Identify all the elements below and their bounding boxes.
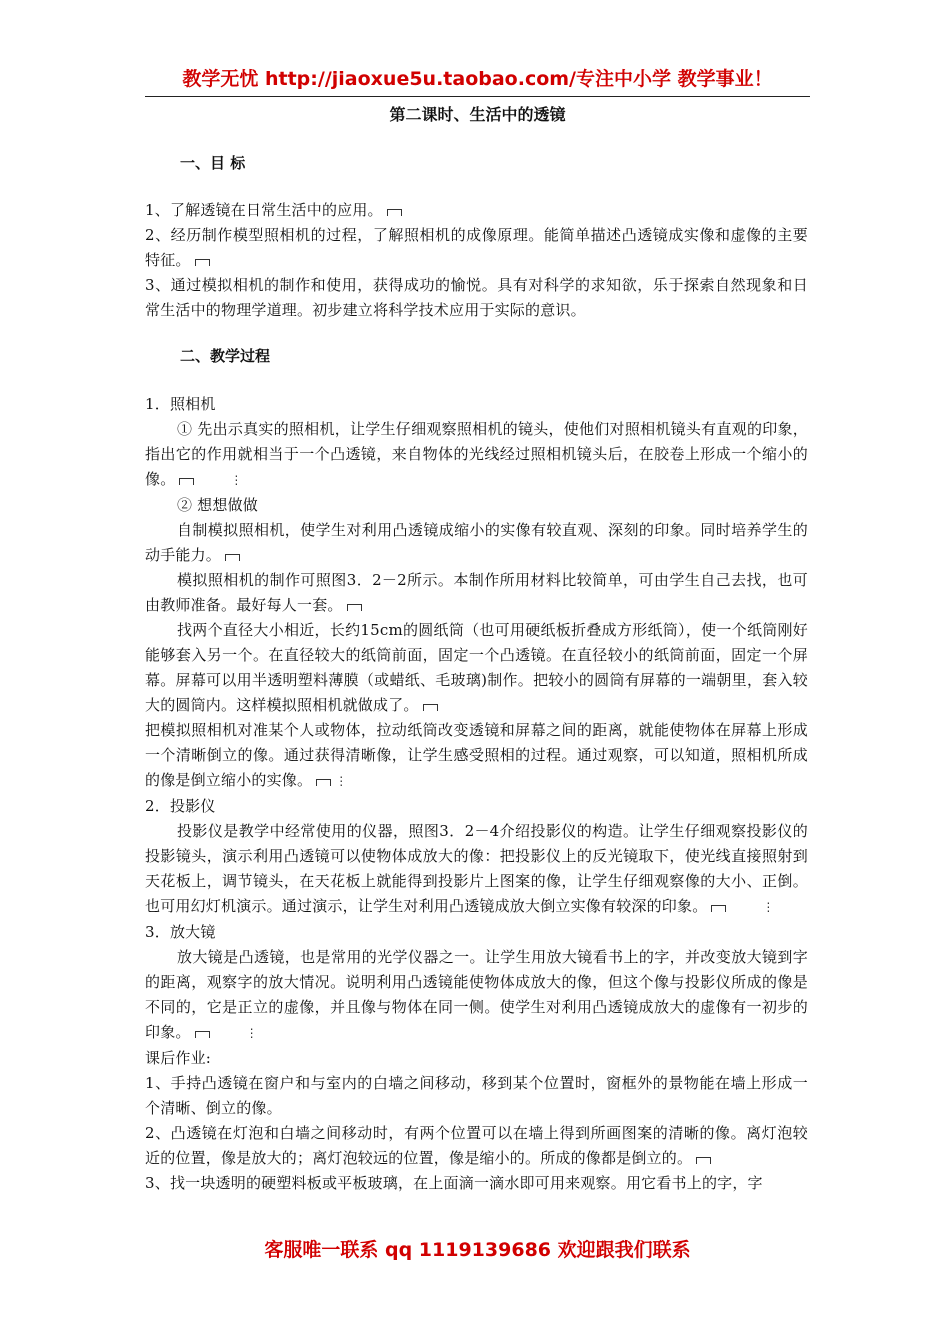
return-mark-icon: [696, 1157, 711, 1164]
paragraph: ② 想想做做: [177, 496, 258, 514]
header-rule: [145, 96, 810, 97]
subheading-projector: 2．投影仪: [145, 797, 216, 815]
paragraph: 模拟照相机的制作可照图3．2－2所示。本制作所用材料比较简单，可由学生自己去找，也可由教师准备。最好每人一套。: [145, 571, 808, 614]
homework-item: 2、凸透镜在灯泡和白墙之间移动时，有两个位置可以在墙上得到所画图案的清晰的像。离灯泡较近的位置，像是放大的；离灯泡较远的位置，像是缩小的。所成的像都是倒立的。: [145, 1124, 808, 1167]
doc-title: 第二课时、生活中的透镜: [389, 105, 566, 124]
return-mark-icon: [387, 209, 402, 216]
return-mark-icon: [195, 259, 210, 266]
paragraph: 把模拟照相机对准某个人或物体，拉动纸筒改变透镜和屏幕之间的距离，就能使物体在屏幕上形成一个清晰倒立的像。通过获得清晰像，让学生感受照相的过程。通过观察，可以知道，照相机所成的像是倒立缩小的实像。 ⋮: [145, 718, 808, 794]
return-mark-icon: [347, 604, 362, 611]
process-body: [145, 392, 808, 1196]
dots-icon: ⋮: [245, 1026, 258, 1040]
homework-item: 3、找一块透明的硬塑料板或平板玻璃，在上面滴一滴水即可用来观察。用它看书上的字，字: [145, 1174, 763, 1192]
return-mark-icon: [711, 905, 726, 912]
return-mark-icon: [179, 478, 194, 485]
homework-item: 1、手持凸透镜在窗户和与室内的白墙之间移动，移到某个位置时，窗框外的景物能在墙上形成一个清晰、倒立的像。: [145, 1074, 808, 1117]
section-heading-goals: 一、目 标: [180, 154, 246, 172]
goal-item: 1、了解透镜在日常生活中的应用。: [145, 198, 808, 223]
section-heading-process: 二、教学过程: [180, 347, 271, 365]
paragraph: ① 先出示真实的照相机，让学生仔细观察照相机的镜头，使他们对照相机镜头有直观的印象，指出它的作用就相当于一个凸透镜，来自物体的光线经过照相机镜头后，在胶卷上形成一个缩小的像。 ⋮: [145, 417, 808, 493]
dots-icon: ⋮: [335, 774, 348, 788]
return-mark-icon: [195, 1031, 210, 1038]
homework-heading: 课后作业:: [145, 1049, 212, 1067]
paragraph: 投影仪是教学中经常使用的仪器，照图3．2－4介绍投影仪的构造。让学生仔细观察投影仪的投影镜头，演示利用凸透镜可以使物体成放大的像：把投影仪上的反光镜取下，使光线直接照射到天花板上，调节镜头，在天花板上就能得到投影片上图案的像，让学生仔细观察像的大小、正倒。也可用幻灯机演示。通过演示，让学生对利用凸透镜成放大倒立实像有较深的印象。 ⋮: [145, 819, 808, 920]
dots-icon: ⋮: [762, 900, 775, 914]
goals-list: [145, 198, 808, 323]
goal-item: 3、通过模拟相机的制作和使用，获得成功的愉悦。具有对科学的求知欲，乐于探索自然现象和日常生活中的物理学道理。初步建立将科学技术应用于实际的意识。: [145, 276, 808, 319]
header-banner: 教学无忧 http://jiaoxue5u.taobao.com/专注中小学 教学事业！: [182, 68, 773, 90]
goal-item: 2、经历制作模型照相机的过程，了解照相机的成像原理。能简单描述凸透镜成实像和虚像的主要特征。: [145, 226, 808, 269]
return-mark-icon: [225, 554, 240, 561]
dots-icon: ⋮: [230, 473, 243, 487]
paragraph: 放大镜是凸透镜，也是常用的光学仪器之一。让学生用放大镜看书上的字，并改变放大镜到字的距离，观察字的放大情况。说明利用凸透镜能使物体成放大的像，但这个像与投影仪所成的像是不同的，它是正立的虚像，并且像与物体在同一侧。使学生对利用凸透镜成放大的虚像有一初步的印象。 ⋮: [145, 945, 808, 1046]
return-mark-icon: [316, 779, 331, 786]
subheading-magnifier: 3．放大镜: [145, 923, 216, 941]
return-mark-icon: [423, 704, 438, 711]
paragraph: 自制模拟照相机，使学生对利用凸透镜成缩小的实像有较直观、深刻的印象。同时培养学生的动手能力。: [145, 521, 808, 564]
paragraph: 找两个直径大小相近，长约15cm的圆纸筒（也可用硬纸板折叠成方形纸筒），使一个纸筒刚好能够套入另一个。在直径较大的纸筒前面，固定一个凸透镜。在直径较小的纸筒前面，固定一个屏幕。屏幕可以用半透明塑料薄膜（或蜡纸、毛玻璃)制作。把较小的圆筒有屏幕的一端朝里，套入较大的圆筒内。这样模拟照相机就做成了。: [145, 621, 808, 714]
footer-banner: 客服唯一联系 qq 1119139686 欢迎跟我们联系: [264, 1239, 691, 1261]
subheading-camera: 1．照相机: [145, 395, 216, 413]
